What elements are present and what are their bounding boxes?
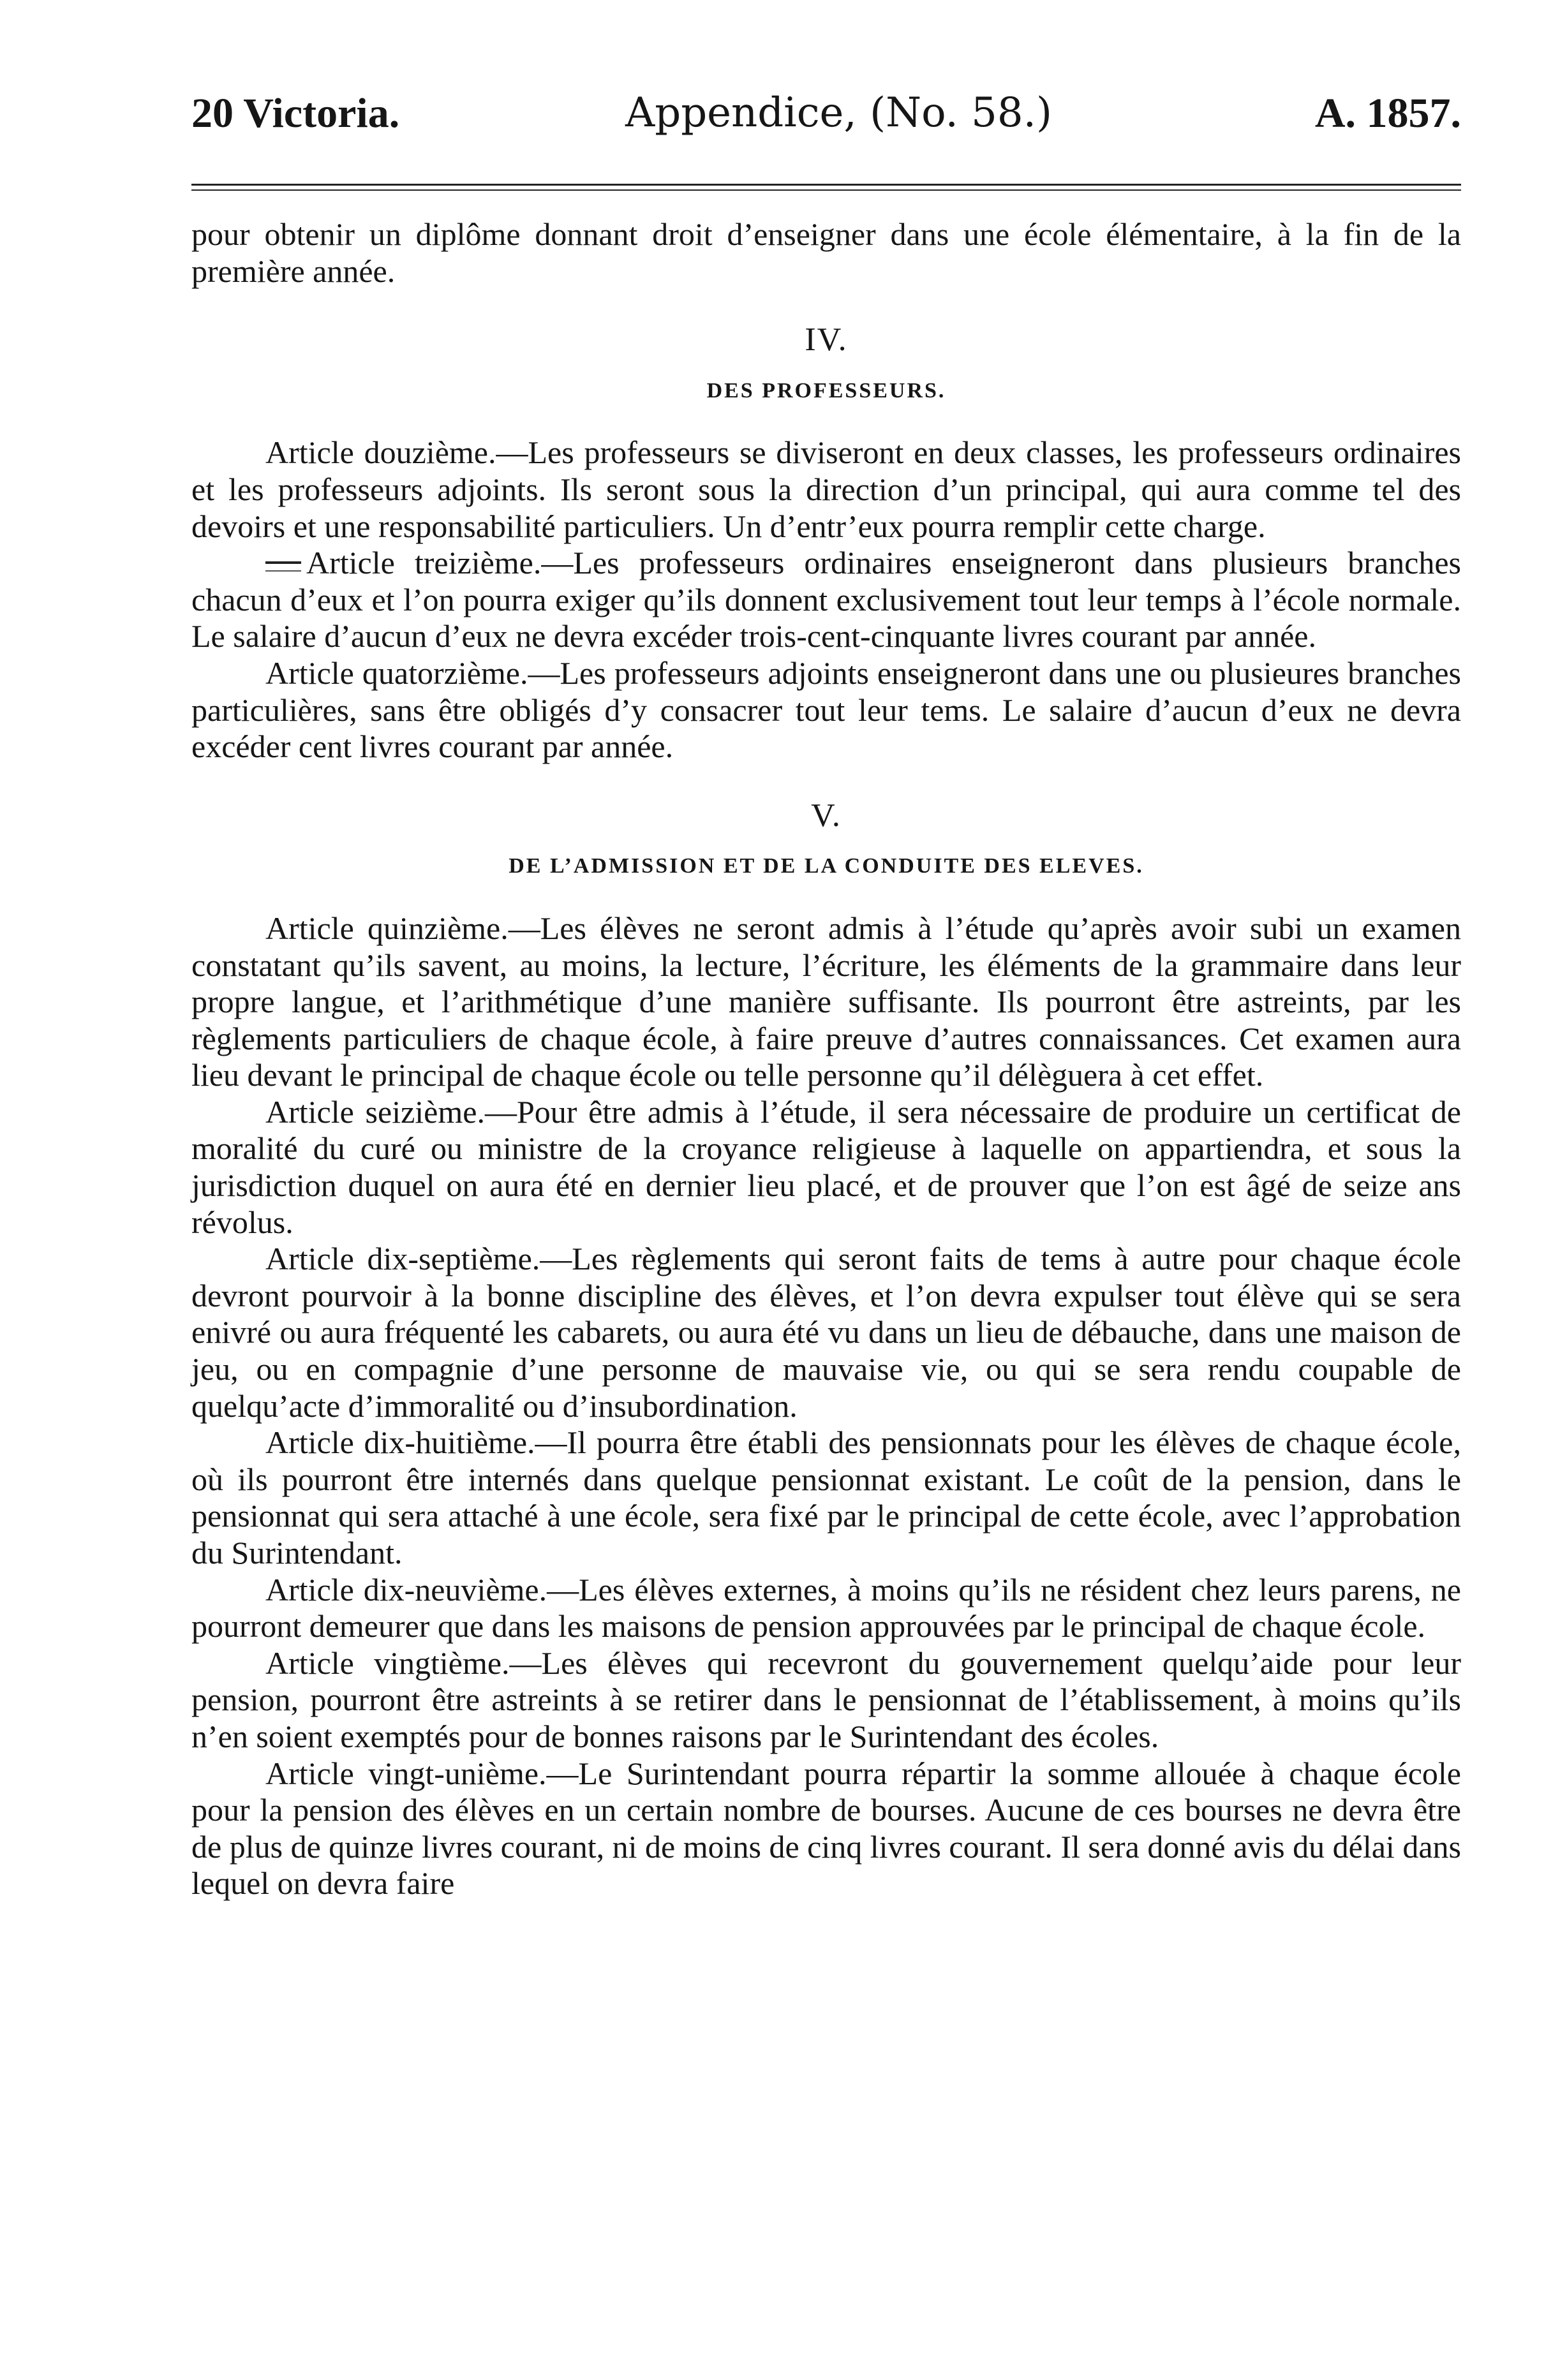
article-17: Article dix-septième.—Les règlements qui seront faits de tems à autre pour chaque école devront pourvoir à la bonne discipline des élèves, et l’on devra expulser tout élève qui se sera enivré ou aura fréquenté les cabarets, ou aura été vu dans un lieu de débauche, dans une maison de jeu, ou en compagnie d’une personne de mauvaise vie, ou qui se sera rendu coupable de quelqu’acte d’immoralité ou d’insubordination. [191, 1241, 1461, 1424]
section-4-title: DES PROFESSEURS. [706, 378, 946, 403]
document-page [191, 89, 1461, 1902]
page-header [191, 89, 1461, 153]
document-body [191, 216, 1461, 1902]
article-19: Article dix-neuvième.—Les élèves externes, à moins qu’ils ne résident chez leurs parens, ne pourront demeurer que dans les maisons de pension approuvées par le principal de chaque école. [191, 1571, 1461, 1645]
article-14: Article quatorzième.—Les professeurs adjoints enseigneront dans une ou plusieures branches particulières, sans être obligés d’y consacrer tout leur tems. Le salaire d’aucun d’eux ne devra excéder cent livres courant par année. [191, 654, 1461, 765]
article-13-wrapper [191, 545, 1461, 655]
header-appendix: Appendice, (No. 58.) [625, 89, 1052, 137]
section-4-numeral: IV. [805, 322, 848, 358]
section-5-title: DE L’ADMISSION ET DE LA CONDUITE DES ELEVES. [509, 854, 1144, 878]
article-15: Article quinzième.—Les élèves ne seront admis à l’étude qu’après avoir subi un examen constatant qu’ils savent, au moins, la lecture, l’écriture, les éléments de la grammaire dans leur propre langue, et l’arithmétique d’une manière suffisante. Ils pourront être astreints, par les règlements particuliers de chaque école, à faire preuve d’autres connaissances. Cet examen aura lieu devant le principal de chaque école ou telle personne qu’il délèguera à cet effet. [191, 910, 1461, 1093]
article-12: Article douzième.—Les professeurs se diviseront en deux classes, les professeurs ordinaires et les professeurs adjoints. Ils seront sous la direction d’un principal, qui aura comme tel des devoirs et une responsabilité particuliers. Un d’entr’eux pourra remplir cette charge. [191, 434, 1461, 544]
margin-mark-icon [265, 561, 301, 572]
intro-paragraph: pour obtenir un diplôme donnant droit d’enseigner dans une école élémentaire, à la fin de la première année. [191, 216, 1461, 289]
article-20: Article vingtième.—Les élèves qui recevront du gouvernement quelqu’aide pour leur pension, pourront être astreints à se retirer dans le pensionnat de l’établissement, à moins qu’ils n’en soient exemptés pour de bonnes raisons par le Surintendant des écoles. [191, 1645, 1461, 1754]
article-16: Article seizième.—Pour être admis à l’étude, il sera nécessaire de produire un certificat de moralité du curé ou ministre de la croyance religieuse à laquelle on appartiendra, et sous la jurisdiction duquel on aura été en dernier lieu placé, et de prouver que l’on est âgé de seize ans révolus. [191, 1093, 1461, 1240]
header-year: A. 1857. [1314, 90, 1461, 137]
section-5-numeral: V. [811, 797, 842, 834]
header-rule [191, 184, 1461, 191]
header-session: 20 Victoria. [191, 90, 400, 137]
article-21: Article vingt-unième.—Le Surintendant pourra répartir la somme allouée à chaque école pour la pension des élèves en un certain nombre de bourses. Aucune de ces bourses ne devra être de plus de quinze livres courant, ni de moins de cinq livres courant. Il sera donné avis du délai dans lequel on devra faire [191, 1755, 1461, 1902]
article-13: Article treizième.—Les professeurs ordinaires enseigneront dans plusieurs branches chacun d’eux et l’on pourra exiger qu’ils donnent exclusivement tout leur temps à l’école normale. Le salaire d’aucun d’eux ne devra excéder trois-cent-cinquante livres courant par année. [191, 545, 1461, 654]
article-18: Article dix-huitième.—Il pourra être établi des pensionnats pour les élèves de chaque école, où ils pourront être internés dans quelque pensionnat existant. Le coût de la pension, dans le pensionnat qui sera attaché à une école, sera fixé par le principal de cette école, avec l’approbation du Surintendant. [191, 1424, 1461, 1571]
